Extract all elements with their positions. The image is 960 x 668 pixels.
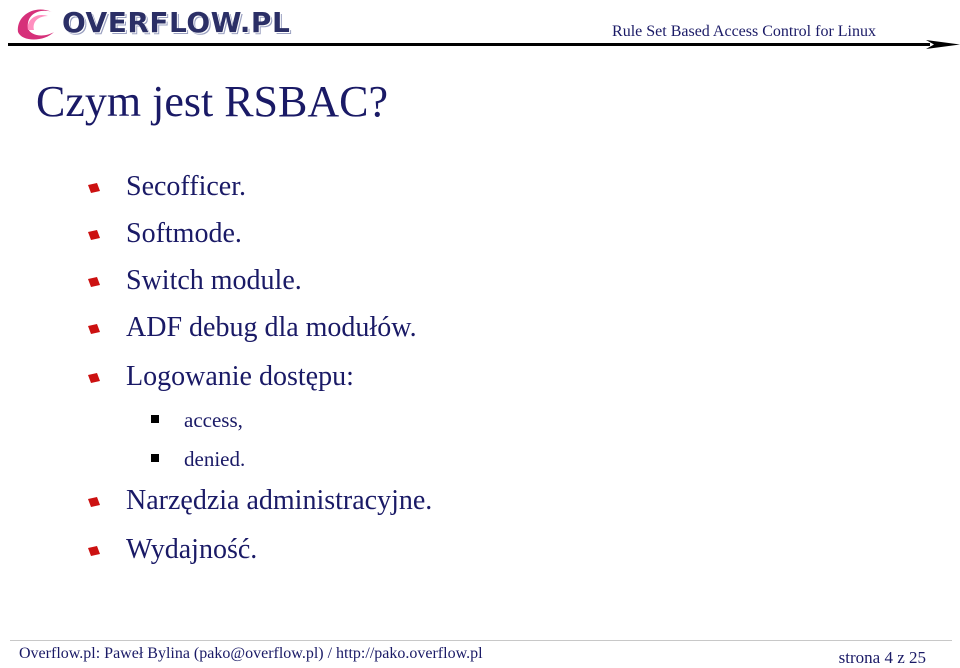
- square-bullet-icon: [151, 415, 159, 423]
- square-bullet-icon: [151, 454, 159, 462]
- sub-list-item: [184, 446, 245, 472]
- slide-title: Czym jest RSBAC?: [36, 77, 389, 126]
- footer-credits: Overflow.pl: Paweł Bylina (pako@overflow.pl) / http://pako.overflow.pl: [19, 645, 483, 662]
- slide-header: [0, 0, 960, 56]
- red-bullet-icon: [88, 546, 100, 556]
- list-item: [126, 484, 432, 518]
- bullet-text: Wydajność.: [126, 534, 258, 565]
- logo-text: OVERFLOW.PL: [62, 5, 291, 39]
- list-item: [126, 264, 302, 298]
- red-bullet-icon: [88, 497, 100, 507]
- swoosh-icon: [14, 2, 58, 42]
- bullet-text: Switch module.: [126, 265, 302, 296]
- list-item: [126, 533, 257, 567]
- bullet-text: access,: [184, 408, 243, 432]
- red-bullet-icon: [88, 373, 100, 383]
- bullet-text: ADF debug dla modułów.: [126, 312, 417, 343]
- bullet-text: Softmode.: [126, 218, 242, 249]
- red-bullet-icon: [88, 277, 100, 287]
- sub-list-item: [184, 407, 243, 433]
- list-item: [126, 360, 354, 394]
- bullet-text: Logowanie dostępu:: [126, 361, 354, 392]
- red-bullet-icon: [88, 324, 100, 334]
- page-number: strona 4 z 25: [838, 648, 926, 667]
- red-bullet-icon: [88, 230, 100, 240]
- header-title: Rule Set Based Access Control for Linux: [612, 23, 876, 40]
- footer-divider: [10, 640, 952, 641]
- bullet-text: denied.: [184, 447, 246, 471]
- list-item: [126, 311, 417, 345]
- overflow-logo: [14, 2, 290, 42]
- bullet-text: Secofficer.: [126, 171, 246, 202]
- bullet-text: Narzędzia administracyjne.: [126, 485, 433, 516]
- list-item: [126, 170, 246, 204]
- header-rule-arrow: [8, 40, 960, 50]
- list-item: [126, 217, 242, 251]
- red-bullet-icon: [88, 183, 100, 193]
